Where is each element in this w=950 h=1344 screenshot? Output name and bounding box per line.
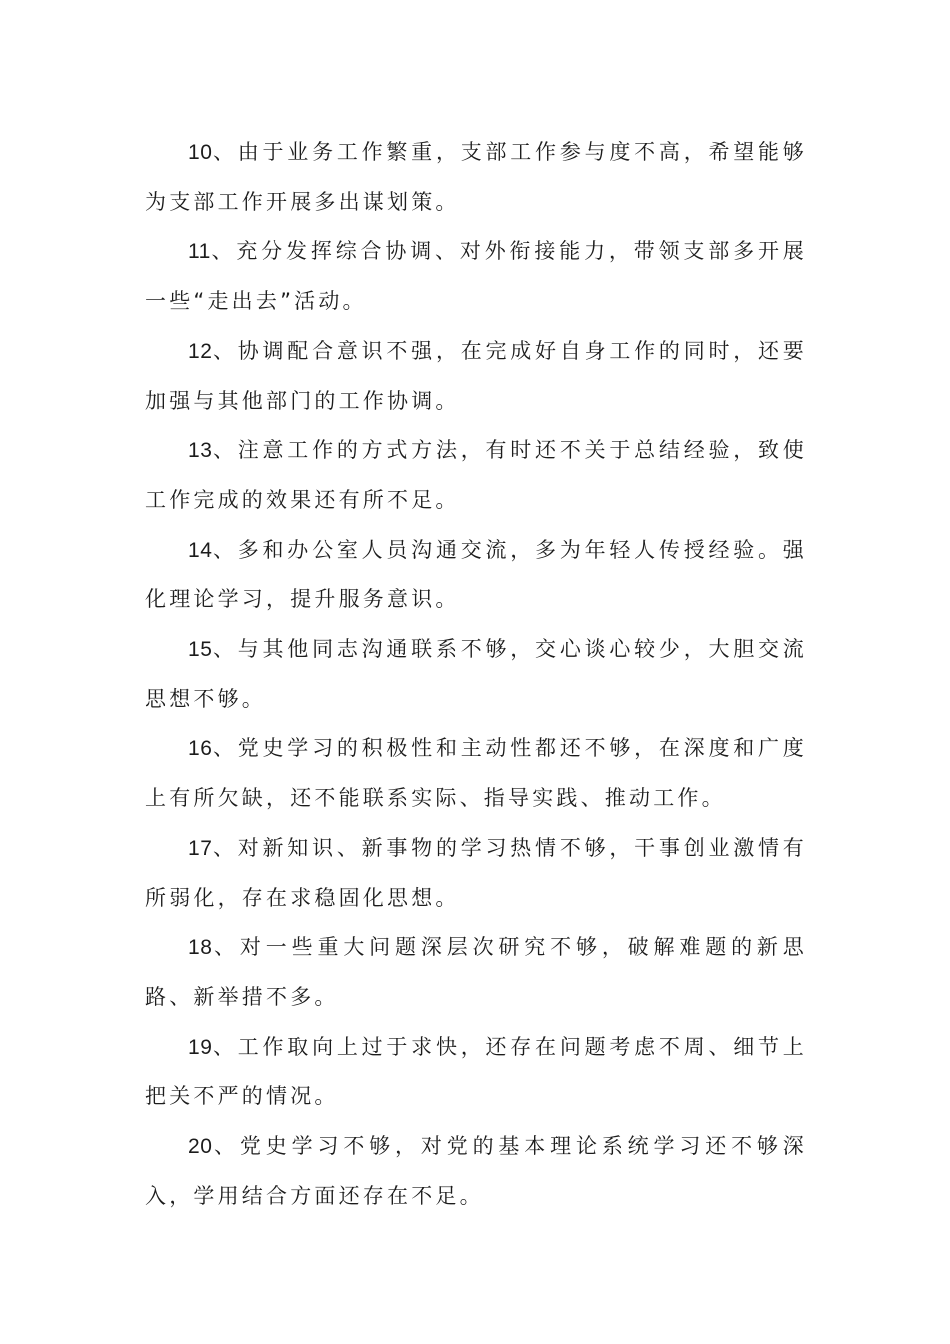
- item-number: 18: [188, 936, 213, 960]
- item-number: 16: [188, 737, 213, 761]
- item-number: 14: [188, 538, 213, 562]
- list-item: [145, 526, 807, 625]
- list-item: [145, 724, 807, 823]
- item-number: 20: [188, 1135, 213, 1159]
- item-number: 19: [188, 1035, 213, 1059]
- item-number: 17: [188, 836, 213, 860]
- item-number: 13: [188, 439, 213, 463]
- item-number: 11: [188, 240, 211, 264]
- item-text: 、对新知识、新事物的学习热情不够，干事创业激情有所弱化，存在求稳固化思想。: [145, 835, 807, 910]
- list-item: [145, 923, 807, 1022]
- item-text: 、党史学习不够，对党的基本理论系统学习还不够深入，学用结合方面还存在不足。: [145, 1134, 807, 1208]
- item-text: 、注意工作的方式方法，有时还不关于总结经验，致使工作完成的效果还有所不足。: [145, 438, 807, 512]
- list-item: [145, 1122, 807, 1221]
- list-item: [145, 1023, 807, 1122]
- item-text: 、协调配合意识不强，在完成好自身工作的同时，还要加强与其他部门的工作协调。: [145, 338, 807, 413]
- item-number: 15: [188, 638, 213, 662]
- list-item: [145, 625, 807, 724]
- item-text: 、工作取向上过于求快，还存在问题考虑不周、细节上把关不严的情况。: [145, 1034, 807, 1109]
- item-text: 、与其他同志沟通联系不够，交心谈心较少，大胆交流思想不够。: [145, 637, 807, 711]
- list-item: [145, 128, 807, 227]
- list-item: [145, 426, 807, 525]
- document-body: [145, 128, 807, 1221]
- item-number: 10: [188, 141, 213, 164]
- item-text: 、由于业务工作繁重，支部工作参与度不高，希望能够为支部工作开展多出谋划策。: [145, 140, 807, 214]
- item-text: 、充分发挥综合协调、对外衔接能力，带领支部多开展一些“走出去”活动。: [145, 239, 807, 314]
- list-item: [145, 824, 807, 923]
- item-number: 12: [188, 339, 213, 363]
- list-item: [145, 227, 807, 326]
- list-item: [145, 327, 807, 426]
- item-text: 、党史学习的积极性和主动性都还不够，在深度和广度上有所欠缺，还不能联系实际、指导实践、推动工作。: [145, 736, 807, 811]
- item-text: 、对一些重大问题深层次研究不够，破解难题的新思路、新举措不多。: [145, 935, 807, 1009]
- item-text: 、多和办公室人员沟通交流，多为年轻人传授经验。强化理论学习，提升服务意识。: [145, 537, 807, 612]
